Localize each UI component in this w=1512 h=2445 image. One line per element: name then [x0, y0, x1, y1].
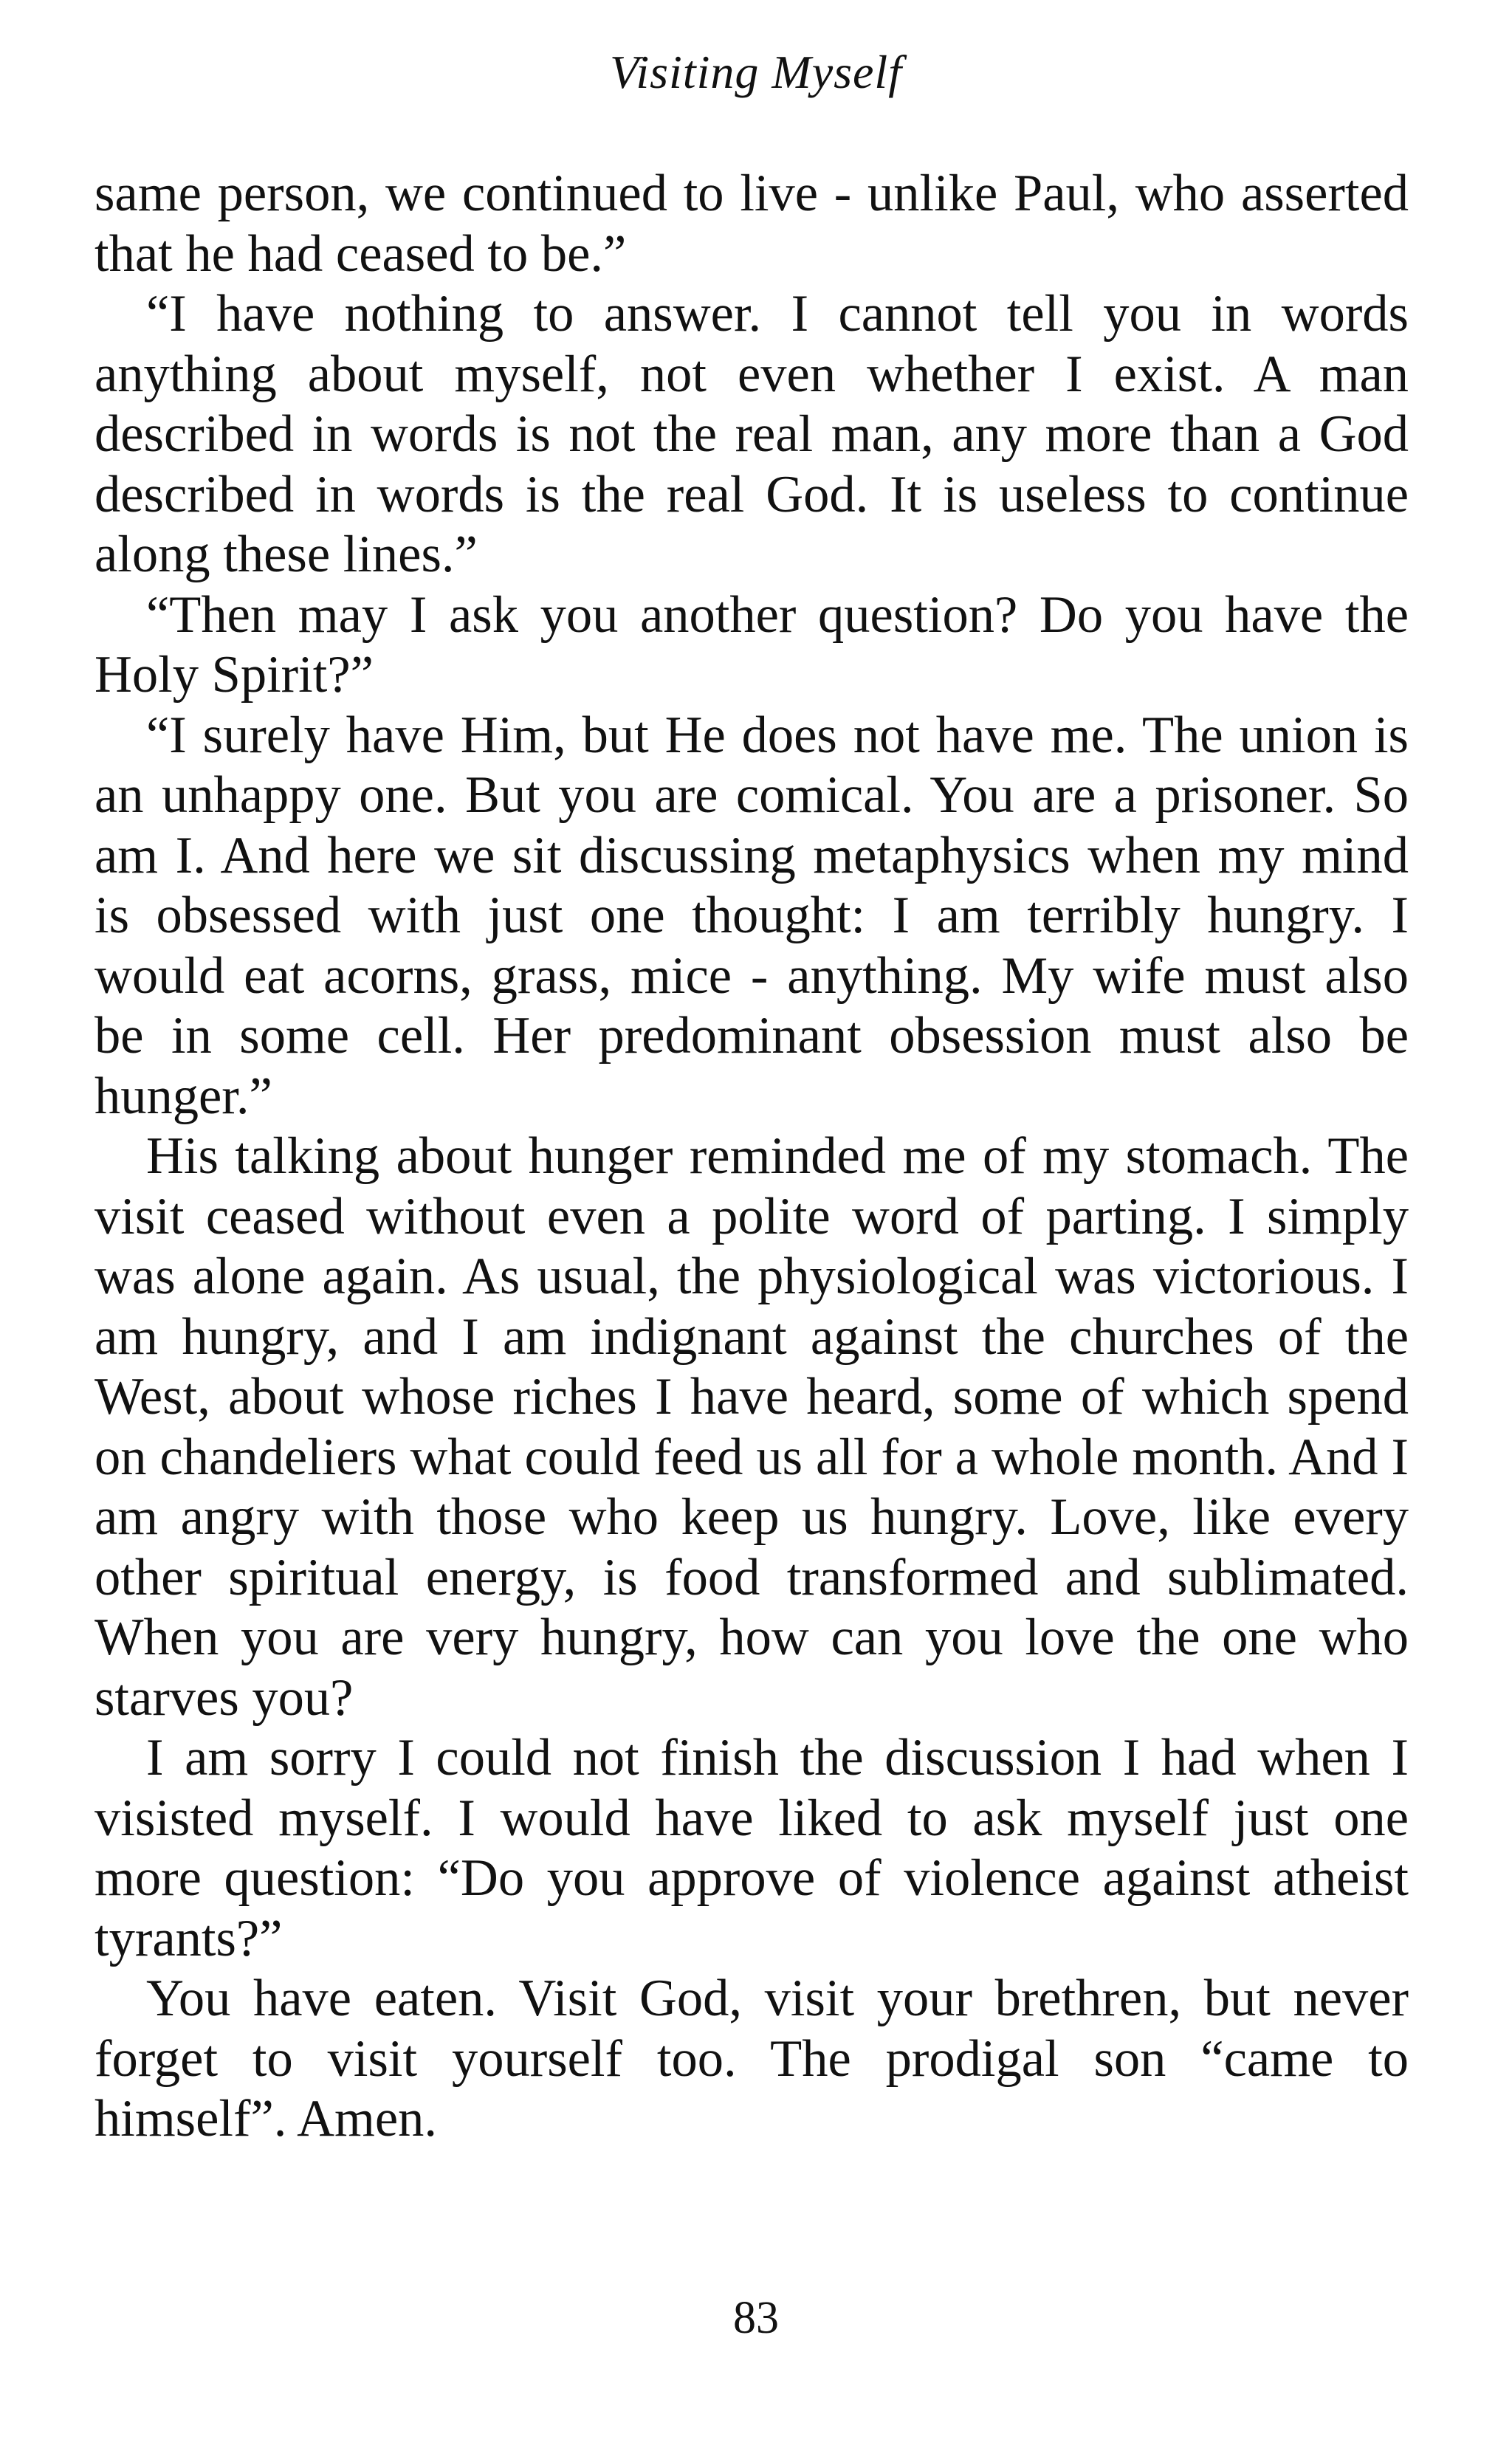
body-text [94, 164, 1409, 2150]
paragraph: His talking about hunger reminded me of my stomach. The visit ceased without even a polite word of parting. I simply was alone again. As usual, the physiological was victorious. I am hungry, and I am indignant against the churches of the West, about whose riches I have heard, some of which spend on chandeliers what could feed us all for a whole month. And I am angry with those who keep us hungry. Love, like every other spiritual energy, is food transformed and sublimated. When you are very hungry, how can you love the one who starves you? [94, 1127, 1409, 1727]
running-head: Visiting Myself [610, 46, 902, 98]
paragraph: “Then may I ask you another question? Do you have the Holy Spirit?” [94, 585, 1409, 704]
paragraph: You have eaten. Visit God, visit your brethren, but never forget to visit yourself too. The prodigal son “came to himself”. Amen. [94, 1970, 1409, 2147]
paragraph: I am sorry I could not finish the discussion I had when I visisted myself. I would have liked to ask myself just one more question: “Do you approve of violence against atheist tyrants?” [94, 1729, 1409, 1967]
paragraph: “I surely have Him, but He does not have me. The union is an unhappy one. But you are comical. You are a prisoner. So am I. And here we sit discussing metaphysics when my mind is obsessed with just one thought: I am terribly hungry. I would eat acorns, grass, mice - anything. My wife must also be in some cell. Her predominant obsession must also be hunger.” [94, 706, 1409, 1125]
paragraph-continuation: same person, we continued to live - unlike Paul, who asserted that he had ceased to be.” [94, 165, 1409, 283]
page-number: 83 [733, 2293, 779, 2343]
paragraph: “I have nothing to answer. I cannot tell you in words anything about myself, not even whether I exist. A man described in words is not the real man, any more than a God described in words is the real God. It is useless to continue along these lines.” [94, 285, 1409, 583]
